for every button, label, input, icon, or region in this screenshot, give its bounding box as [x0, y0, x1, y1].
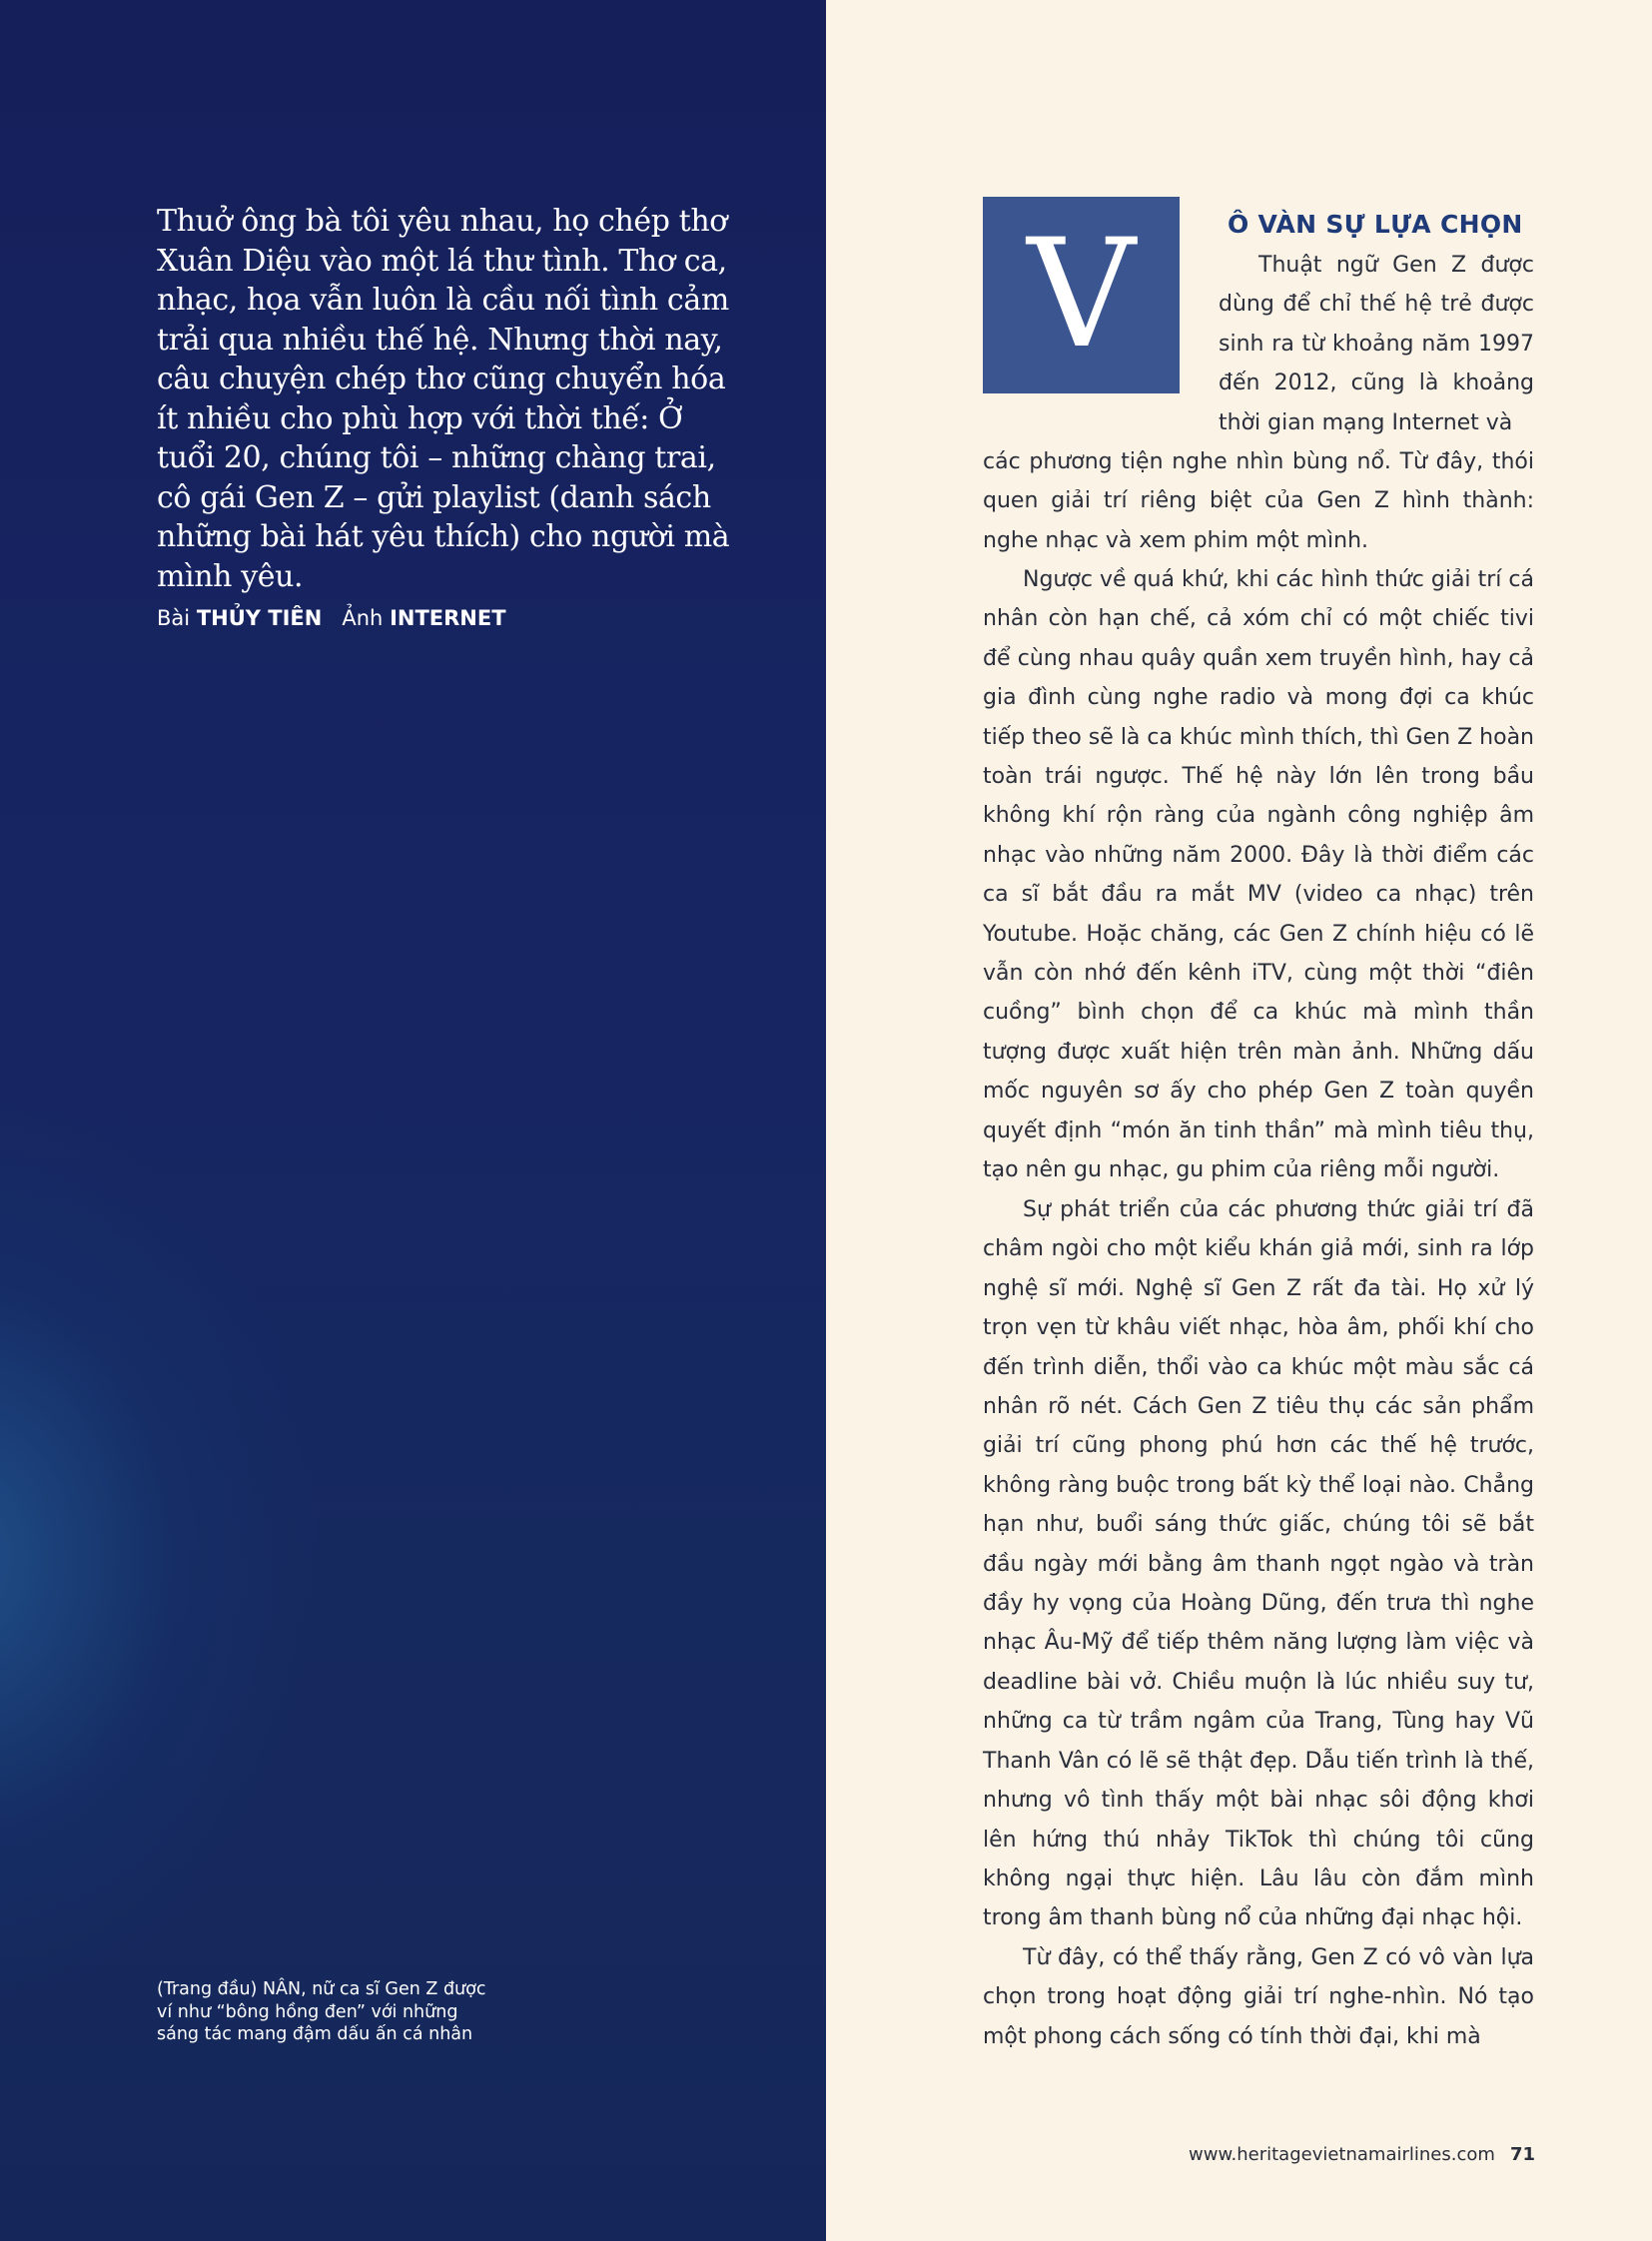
paragraph-2: Ngược về quá khứ, khi các hình thức giải trí cá nhân còn hạn chế, cả xóm chỉ có một chiếc tivi để cùng nhau quây quần xem truyền hình, hay cả gia đình cùng nghe radio và mong đợi ca khúc tiếp theo sẽ là ca khúc mình thích, thì Gen Z hoàn toàn trái ngược. Thế hệ này lớn lên trong bầu không khí rộn ràng của ngành công nghiệp âm nhạc vào những năm 2000. Đây là thời điểm các ca sĩ bắt đầu ra mắt MV (video ca nhạc) trên Youtube. Hoặc chăng, các Gen Z chính hiệu có lẽ vẫn còn nhớ đến kênh iTV, cùng một thời “điên cuồng” bình chọn để ca khúc mà mình thần tượng được xuất hiện trên màn ảnh. Những dấu mốc nguyên sơ ấy cho phép Gen Z toàn quyền quyết định “món ăn tinh thần” mà mình tiêu thụ, tạo nên gu nhạc, gu phim của riêng mỗi người. [983, 567, 1534, 1183]
page-number: 71 [1510, 2144, 1536, 2165]
byline-photographer: INTERNET [390, 606, 506, 630]
drop-cap: V [983, 197, 1180, 393]
paragraph-1-beside-dropcap: Thuật ngữ Gen Z được dùng để chỉ thế hệ trẻ được sinh ra từ khoảng năm 1997 đến 2012, cũng là khoảng thời gian mạng Internet và [1219, 253, 1534, 435]
footer-website-link[interactable]: www.heritagevietnamairlines.com [1189, 2144, 1495, 2165]
paragraph-4: Từ đây, có thể thấy rằng, Gen Z có vô vàn lựa chọn trong hoạt động giải trí nghe-nhìn. Nó tạo một phong cách sống có tính thời đại, khi mà [983, 1945, 1534, 2049]
paragraph-3: Sự phát triển của các phương thức giải trí đã châm ngòi cho một kiểu khán giả mới, sinh ra lớp nghệ sĩ mới. Nghệ sĩ Gen Z rất đa tài. Họ xử lý trọn vẹn từ khâu viết nhạc, hòa âm, phối khí cho đến trình diễn, thổi vào ca khúc một màu sắc cá nhân rõ nét. Cách Gen Z tiêu thụ các sản phẩm giải trí cũng phong phú hơn các thế hệ trước, không ràng buộc trong bất kỳ thể loại nào. Chẳng hạn như, buổi sáng thức giấc, chúng tôi sẽ bắt đầu ngày mới bằng âm thanh ngọt ngào và tràn đầy hy vọng của Hoàng Dũng, đến trưa thì nghe nhạc Âu-Mỹ để tiếp thêm năng lượng làm việc và deadline bài vở. Chiều muộn là lúc nhiều suy tư, những ca từ trầm ngâm của Trang, Tùng hay Vũ Thanh Vân có lẽ sẽ thật đẹp. Dẫu tiến trình là thế, nhưng vô tình thấy một bài nhạc sôi động khơi lên hứng thú nhảy TikTok thì chúng tôi cũng không ngại thực hiện. Lâu lâu còn đắm mình trong âm thanh bùng nổ của những đại nhạc hội. [983, 1197, 1534, 1931]
byline-photo-label: Ảnh [342, 606, 384, 630]
section-heading: Ô VÀN SỰ LỰA CHỌN [1228, 210, 1523, 239]
byline-author: THỦY TIÊN [196, 606, 323, 630]
intro-lede: Thuở ông bà tôi yêu nhau, họ chép thơ Xuân Diệu vào một lá thư tình. Thơ ca, nhạc, họa vẫn luôn là cầu nối tình cảm trải qua nhiều thế hệ. Nhưng thời nay, câu chuyện chép thơ cũng chuyển hóa ít nhiều cho phù hợp với thời thế: Ở tuổi 20, chúng tôi – những chàng trai, cô gái Gen Z – gửi playlist (danh sách những bài hát yêu thích) cho người mà mình yêu. [157, 204, 730, 594]
paragraph-1-continuation: các phương tiện nghe nhìn bùng nổ. Từ đây, thói quen giải trí riêng biệt của Gen Z hình thành: nghe nhạc và xem phim một mình. [983, 449, 1534, 553]
byline-article-label: Bài [157, 606, 191, 630]
byline [157, 606, 506, 630]
photo-caption: (Trang đầu) NÂN, nữ ca sĩ Gen Z được ví như “bông hồng đen” với những sáng tác mang đậm dấu ấn cá nhân [157, 1979, 486, 2044]
